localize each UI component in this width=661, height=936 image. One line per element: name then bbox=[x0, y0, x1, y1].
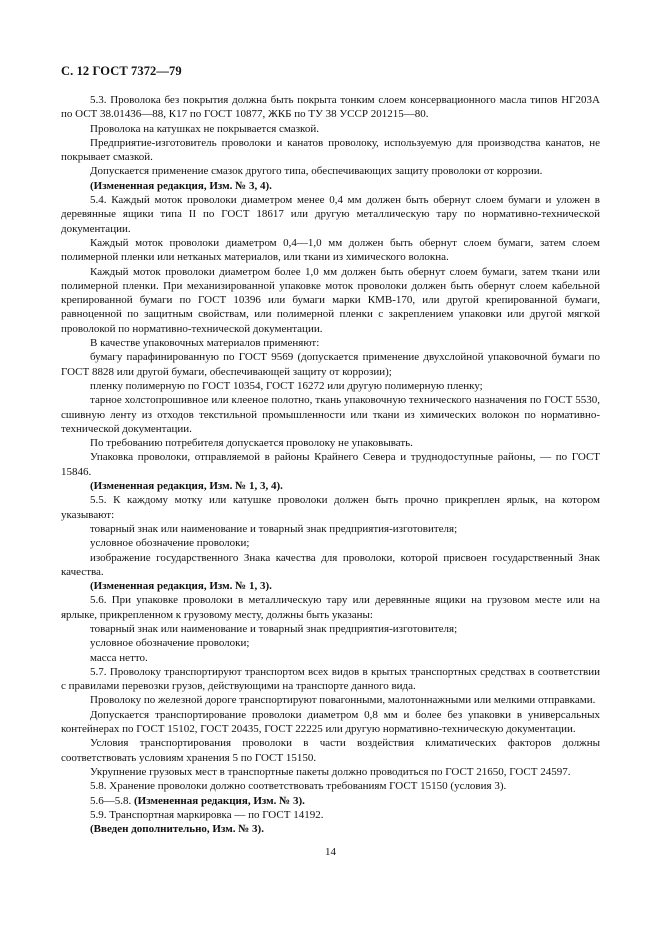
paragraph: Допускается транспортирование проволоки диаметром 0,8 мм и более без упаковки в универсальных контейнерах по ГОСТ 15102, ГОСТ 20435, ГОСТ 22225 или другую нормативно-техническую документации. bbox=[61, 708, 600, 736]
amendment-note-mixed bbox=[61, 794, 600, 808]
amendment-note: (Измененная редакция, Изм. № 3, 4). bbox=[90, 179, 272, 192]
paragraph: Проволоку по железной дороге транспортируют повагонными, малотоннажными или мелкими отправками. bbox=[90, 694, 596, 707]
paragraph: 5.5. К каждому мотку или катушке проволоки должен быть прочно прикреплен ярлык, на котором указывают: bbox=[61, 494, 600, 521]
amendment-note: (Измененная редакция, Изм. № 1, 3). bbox=[90, 580, 272, 593]
paragraph: Каждый моток проволоки диаметром более 1,0 мм должен быть обернут слоем бумаги, затем ткани или полимерной пленки. При механизированной упаковке моток проволоки должен быть обернут слоем кабельной крепированной бумаги по ГОСТ 10396 или бумаги марки КМВ-170, или другой крепированной бумаги, равноценной по защитным свойствам, или полимерной пленки с закреплением упаковки или другой мягкой проволокой по нормативно-технической документации. bbox=[61, 265, 600, 335]
page-header: С. 12 ГОСТ 7372—79 bbox=[61, 64, 182, 78]
paragraph: тарное холстопрошивное или клееное полотно, ткань упаковочную технического назначения по ГОСТ 5530, сшивную ленту из отходов текстильной промышленности или ткани из химических волокон по нормативно-технической документации. bbox=[61, 394, 600, 435]
paragraph: товарный знак или наименование и товарный знак предприятия-изготовителя; bbox=[90, 522, 458, 535]
paragraph: 5.8. Хранение проволоки должно соответствовать требованиям ГОСТ 15150 (условия 3). bbox=[90, 780, 507, 793]
paragraph: Укрупнение грузовых мест в транспортные пакеты должно проводиться по ГОСТ 21650, ГОСТ 24597. bbox=[90, 765, 571, 778]
page-number: 14 bbox=[325, 846, 336, 858]
amendment-note: (Измененная редакция, Изм. № 1, 3, 4). bbox=[90, 480, 283, 493]
paragraph: 5.9. Транспортная маркировка — по ГОСТ 14192. bbox=[90, 808, 324, 821]
paragraph: Допускается применение смазок другого типа, обеспечивающих защиту проволоки от коррозии. bbox=[90, 165, 543, 178]
paragraph: 5.7. Проволоку транспортируют транспортом всех видов в крытых транспортных средствах в соответствии с правилами перевозки грузов, действующими на транспорте данного вида. bbox=[61, 665, 600, 693]
paragraph: Проволока на катушках не покрывается смазкой. bbox=[90, 122, 319, 135]
amendment-note: 5.6—5.8. (Измененная редакция, Изм. № 3). bbox=[90, 794, 305, 807]
paragraph: Упаковка проволоки, отправляемой в районы Крайнего Севера и труднодоступные районы, — по ГОСТ 15846. bbox=[61, 451, 600, 478]
paragraph: В качестве упаковочных материалов применяют: bbox=[90, 337, 320, 350]
paragraph: 5.4. Каждый моток проволоки диаметром менее 0,4 мм должен быть обернут слоем бумаги и уложен в деревянные ящики типа II по ГОСТ 18617 или другую металлическую тару по нормативно-технической документации. bbox=[61, 194, 600, 235]
paragraph: изображение государственного Знака качества для проволоки, которой присвоен государственный Знак качества. bbox=[61, 551, 600, 578]
document-body bbox=[61, 93, 600, 836]
paragraph: Предприятие-изготовитель проволоки и канатов проволоку, используемую для производства канатов, не покрывает смазкой. bbox=[61, 136, 600, 164]
paragraph: условное обозначение проволоки; bbox=[90, 537, 250, 550]
paragraph: товарный знак или наименование и товарный знак предприятия-изготовителя; bbox=[90, 622, 458, 635]
paragraph: Условия транспортирования проволоки в части воздействия климатических факторов должны соответствовать условиям хранения 5 по ГОСТ 15150. bbox=[61, 737, 600, 764]
paragraph: Каждый моток проволоки диаметром 0,4—1,0 мм должен быть обернут слоем бумаги, затем слоем полимерной пленки или нетканых материалов, или ткани из химического волокна. bbox=[61, 236, 600, 264]
paragraph: 5.6. При упаковке проволоки в металлическую тару или деревянные ящики на грузовом месте или на ярлыке, прикрепленном к грузовому месту, должны быть указаны: bbox=[61, 594, 600, 621]
paragraph: условное обозначение проволоки; bbox=[90, 637, 250, 650]
paragraph: пленку полимерную по ГОСТ 10354, ГОСТ 16272 или другую полимерную пленку; bbox=[90, 379, 483, 392]
paragraph: масса нетто. bbox=[90, 651, 148, 664]
paragraph: бумагу парафинированную по ГОСТ 9569 (допускается применение двухслойной упаковочной бумаги по ГОСТ 8828 или другой бумаги, обеспечивающей защиту от коррозии); bbox=[61, 351, 600, 378]
paragraph: 5.3. Проволока без покрытия должна быть покрыта тонким слоем консервационного масла типов НГ203А по ОСТ 38.01436—88, К17 по ГОСТ 10877, ЖКБ по ТУ 38 УССР 201215—80. bbox=[61, 94, 600, 121]
paragraph: По требованию потребителя допускается проволоку не упаковывать. bbox=[90, 437, 413, 450]
amendment-note: (Введен дополнительно, Изм. № 3). bbox=[90, 823, 264, 836]
